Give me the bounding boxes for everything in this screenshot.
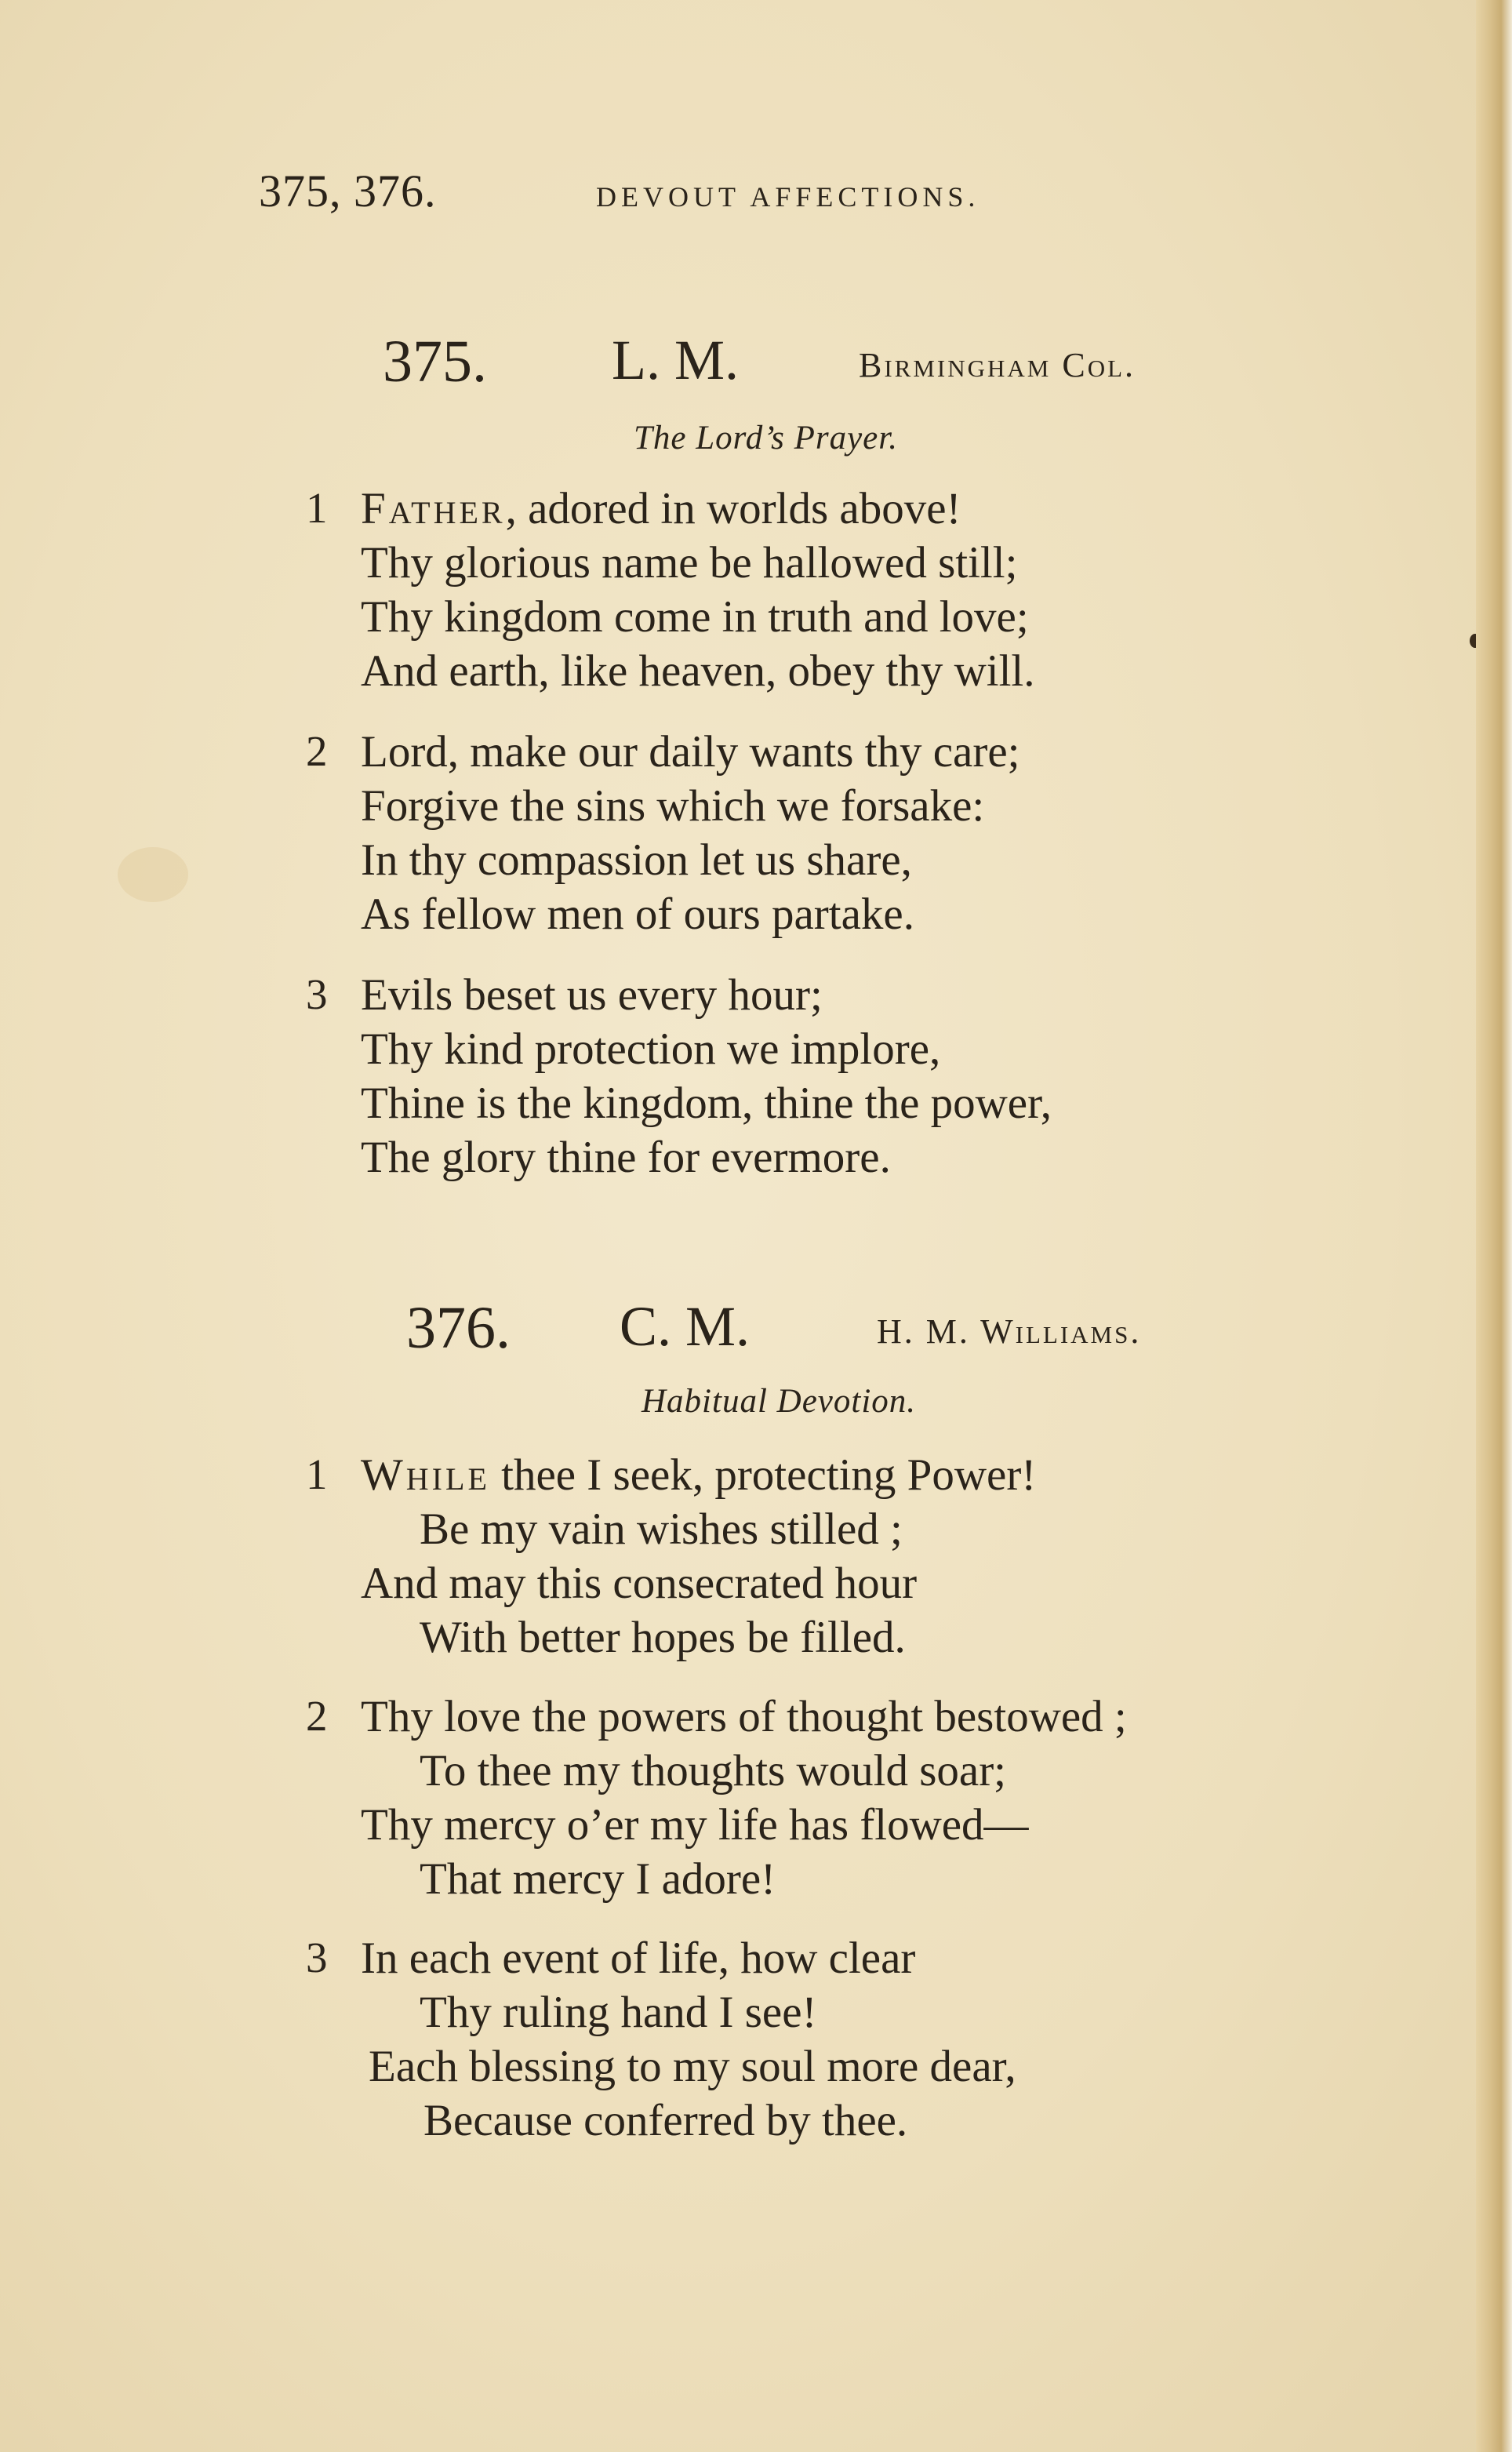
hymn-meter: C. M. <box>620 1295 751 1358</box>
hymn-author: Birmingham Col. <box>859 346 1136 384</box>
verse-line: Thy kind protection we implore, <box>361 1024 941 1074</box>
stanza-number: 1 <box>306 484 328 532</box>
stanza-number: 3 <box>306 1934 328 1981</box>
stanza-number: 3 <box>306 970 328 1018</box>
verse-line: To thee my thoughts would soar; <box>420 1746 1007 1795</box>
hymn-author: H. M. Williams. <box>877 1312 1142 1351</box>
verse-line: Thy mercy o’er my life has flowed— <box>361 1800 1029 1850</box>
verse-line: And earth, like heaven, obey thy will. <box>361 646 1035 696</box>
verse-line: Thy kingdom come in truth and love; <box>361 592 1029 642</box>
hymn-subtitle: Habitual Devotion. <box>642 1383 917 1420</box>
verse-line: In thy compassion let us share, <box>361 835 912 885</box>
running-head-numbers: 375, 376. <box>259 166 437 216</box>
stanza-number: 2 <box>306 727 328 775</box>
hymn-number: 376. <box>406 1295 511 1361</box>
verse-line: Thy love the powers of thought bestowed ; <box>361 1692 1127 1741</box>
stanza-number: 2 <box>306 1692 328 1740</box>
verse-line: As fellow men of ours partake. <box>361 889 914 939</box>
verse-line: With better hopes be filled. <box>420 1613 906 1662</box>
verse-line: Thy ruling hand I see! <box>420 1988 817 2037</box>
running-head-title: DEVOUT AFFECTIONS. <box>596 181 980 213</box>
verse-line: And may this consecrated hour <box>361 1559 918 1608</box>
verse-line: In each event of life, how clear <box>361 1934 916 1983</box>
verse-line: Evils beset us every hour; <box>361 970 823 1020</box>
verse-line: Each blessing to my soul more dear, <box>369 2042 1016 2091</box>
stanza-number: 1 <box>306 1450 328 1498</box>
verse-line: Lord, make our daily wants thy care; <box>361 727 1020 777</box>
page-binding-edge <box>1476 0 1512 2452</box>
verse-line: Because conferred by thee. <box>423 2096 908 2145</box>
foxing-spot <box>118 847 188 902</box>
verse-line: Forgive the sins which we forsake: <box>361 781 985 831</box>
hymn-meter: L. M. <box>612 329 739 391</box>
hymn-subtitle: The Lord’s Prayer. <box>634 420 898 457</box>
verse-line: Thine is the kingdom, thine the power, <box>361 1079 1052 1128</box>
running-head <box>259 165 1121 220</box>
hymn-heading <box>0 1294 1333 1365</box>
verse-line: That mercy I adore! <box>420 1854 776 1904</box>
verse-line: The glory thine for evermore. <box>361 1133 891 1182</box>
verse-line: Be my vain wishes stilled ; <box>420 1504 903 1554</box>
verse-line: Father, adored in worlds above! <box>361 484 961 533</box>
hymn-heading <box>0 328 1333 398</box>
hymn-number: 375. <box>383 329 487 395</box>
verse-line: While thee I seek, protecting Power! <box>361 1450 1037 1500</box>
verse-line: Thy glorious name be hallowed still; <box>361 538 1018 588</box>
